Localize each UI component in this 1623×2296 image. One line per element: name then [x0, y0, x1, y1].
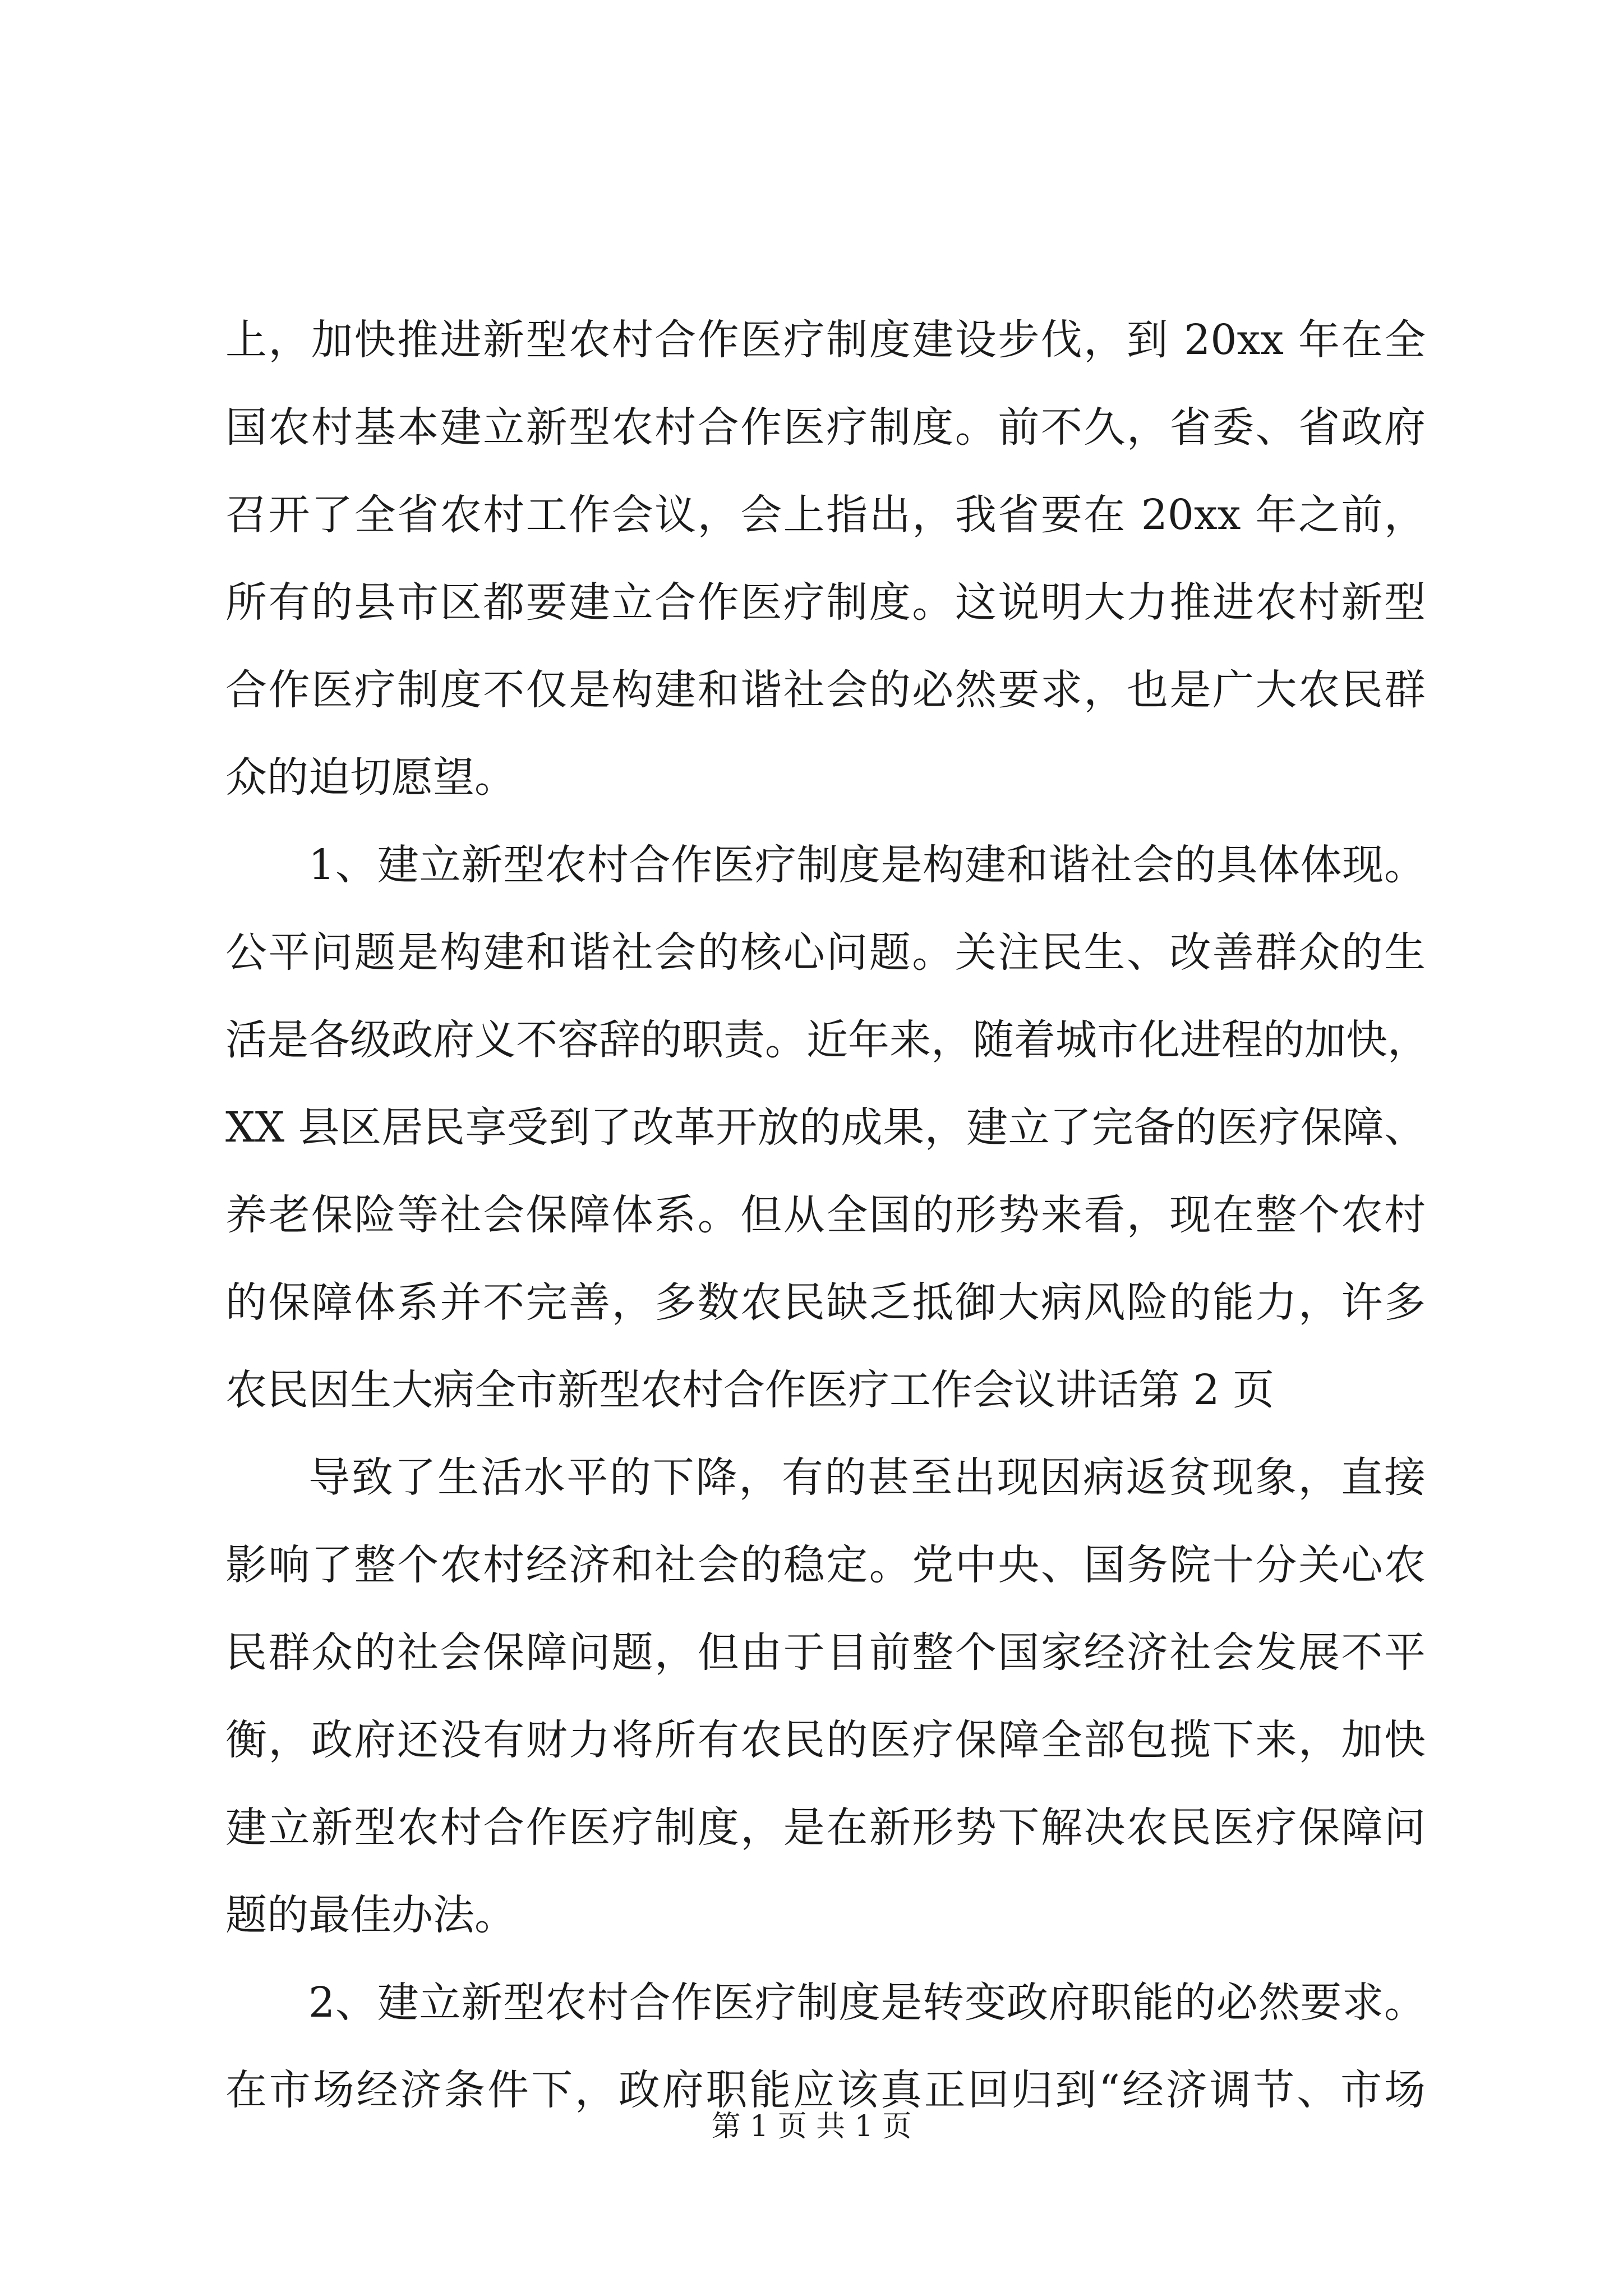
text-line: 活是各级政府义不容辞的职责。近年来，随着城市化进程的加快，: [225, 1016, 1429, 1064]
text-line: 公平问题是构建和谐社会的核心问题。关注民生、改善群众的生: [225, 928, 1426, 977]
text-line: 众的迫切愿望。: [225, 753, 516, 802]
text-line: 导致了生活水平的下降，有的甚至出现因病返贫现象，直接: [308, 1453, 1426, 1502]
text-line: 的保障体系并不完善，多数农民缺乏抵御大病风险的能力，许多: [225, 1278, 1426, 1327]
text-line: 在市场经济条件下，政府职能应该真正回归到“经济调节、市场: [225, 2066, 1426, 2114]
text-line: 衡，政府还没有财力将所有农民的医疗保障全部包揽下来，加快: [225, 1716, 1426, 1764]
text-line: 所有的县市区都要建立合作医疗制度。这说明大力推进农村新型: [225, 578, 1426, 627]
text-line: 1、建立新型农村合作医疗制度是构建和谐社会的具体体现。: [308, 841, 1426, 889]
body-text: [225, 296, 1429, 2134]
text-line: 合作医疗制度不仅是构建和谐社会的必然要求，也是广大农民群: [225, 666, 1426, 714]
text-line: 题的最佳办法。: [225, 1891, 516, 1939]
text-line: 国农村基本建立新型农村合作医疗制度。前不久，省委、省政府: [225, 403, 1426, 452]
text-line: 影响了整个农村经济和社会的稳定。党中央、国务院十分关心农: [225, 1541, 1426, 1589]
text-line: 农民因生大病全市新型农村合作医疗工作会议讲话第 2 页: [225, 1366, 1275, 1414]
text-line: 上，加快推进新型农村合作医疗制度建设步伐，到 20xx 年在全: [225, 316, 1426, 364]
text-line: 建立新型农村合作医疗制度，是在新形势下解决农民医疗保障问: [225, 1803, 1426, 1852]
text-line: 2、建立新型农村合作医疗制度是转变政府职能的必然要求。: [308, 1978, 1426, 2027]
text-line: 养老保险等社会保障体系。但从全国的形势来看，现在整个农村: [225, 1191, 1426, 1239]
page-footer: 第 1 页 共 1 页: [711, 2110, 912, 2143]
text-line: 召开了全省农村工作会议，会上指出，我省要在 20xx 年之前，: [225, 491, 1426, 539]
text-line: 民群众的社会保障问题，但由于目前整个国家经济社会发展不平: [225, 1628, 1426, 1677]
text-line: XX 县区居民享受到了改革开放的成果，建立了完备的医疗保障、: [225, 1103, 1426, 1152]
